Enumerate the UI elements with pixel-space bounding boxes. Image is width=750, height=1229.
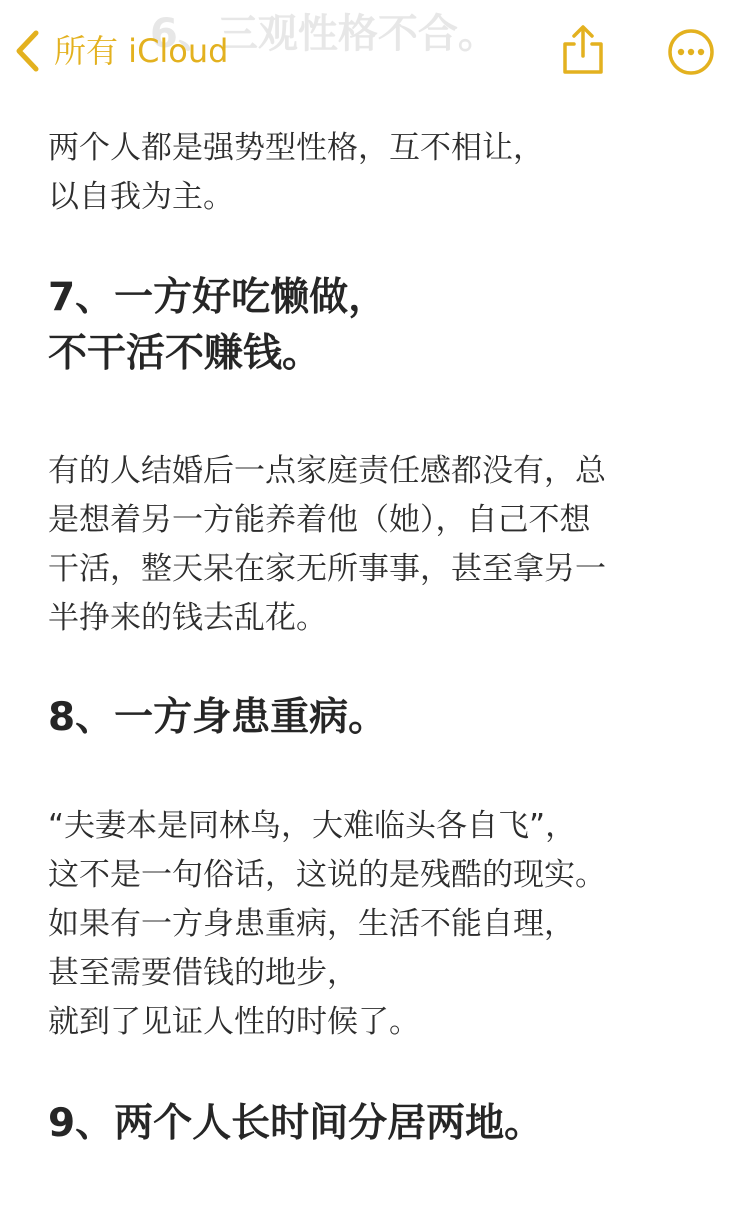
text-line: 干活，整天呆在家无所事事，甚至拿另一	[48, 551, 606, 587]
heading-line: 7、一方好吃懒做，	[48, 275, 388, 320]
heading-7	[48, 270, 387, 382]
more-icon[interactable]	[667, 28, 715, 80]
text-line: 以自我为主。	[48, 179, 234, 215]
heading-line: 9、两个人长时间分居两地。	[48, 1101, 544, 1146]
paragraph-illness	[48, 802, 606, 1047]
text-line: 是想着另一方能养着他（她），自己不想	[48, 502, 591, 538]
paragraph-lazy	[48, 447, 606, 643]
heading-9	[48, 1096, 543, 1152]
ghost-heading: 6、三观性格不合。	[150, 11, 498, 57]
text-line: 半挣来的钱去乱花。	[48, 600, 327, 636]
text-line: 有的人结婚后一点家庭责任感都没有，总	[48, 453, 606, 489]
text-line: 如果有一方身患重病，生活不能自理，	[48, 906, 575, 942]
text-line: 就到了见证人性的时候了。	[48, 1004, 420, 1040]
text-line: 两个人都是强势型性格，互不相让，	[48, 130, 544, 166]
chevron-left-icon	[14, 29, 40, 73]
heading-line: 8、一方身患重病。	[48, 695, 388, 740]
paragraph-personality	[48, 124, 544, 222]
text-line: 这不是一句俗话，这说的是残酷的现实。	[48, 857, 606, 893]
heading-8	[48, 690, 387, 746]
navigation-bar	[0, 0, 750, 100]
text-line: “夫妻本是同林鸟，大难临头各自飞”，	[48, 808, 577, 844]
heading-line: 不干活不赚钱。	[48, 331, 322, 376]
back-label: 所有 iCloud	[54, 32, 229, 70]
text-line: 甚至需要借钱的地步，	[48, 955, 358, 991]
share-icon[interactable]	[559, 24, 607, 80]
back-button[interactable]	[14, 26, 228, 76]
